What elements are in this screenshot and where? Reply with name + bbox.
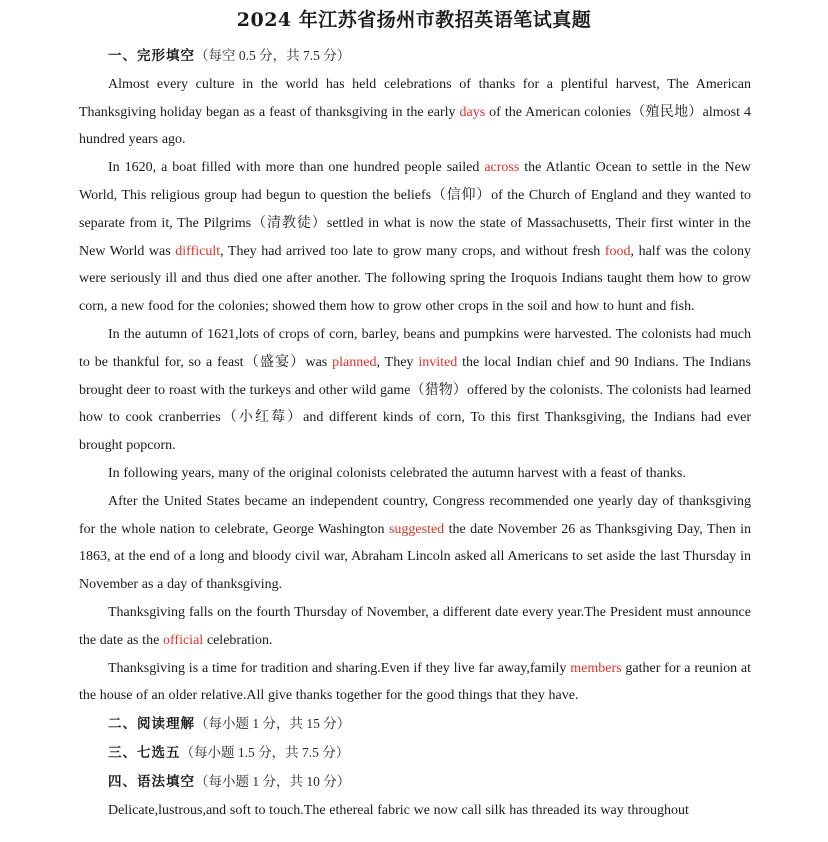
answer-highlight: planned <box>332 354 377 370</box>
section-seven-choose-five-heading <box>79 739 751 768</box>
answer-highlight: across <box>484 160 520 176</box>
section-title: 一、完形填空 <box>108 48 195 64</box>
section-cloze-heading <box>79 42 751 71</box>
paragraph-text: gather for a reunion at the house of an older relative.All give thanks together for the good things that they have. <box>79 660 752 704</box>
page-title: 2024 年江苏省扬州市教招英语笔试真题 <box>236 9 592 31</box>
paragraph-text: of the American colonies（殖民地）almost 4 hundred years ago. <box>79 104 751 148</box>
section-reading-heading <box>79 710 751 739</box>
paragraph-1 <box>79 71 751 154</box>
paragraph-text: , They had arrived too late to grow many crops, and without fresh <box>220 243 605 259</box>
paragraph-text: In 1620, a boat filled with more than one hundred people sailed <box>108 160 485 176</box>
paragraph-text: , half was the colony were seriously ill and thus died one after another. The following spring the Iroquois Indians taught them how to grow corn, a new food for the colonies; showed them how to grow other crops in the soil and how to hunt and fish. <box>79 243 751 315</box>
paragraph-text: , They <box>376 354 419 370</box>
paragraph-text: the date November 26 as Thanksgiving Day, Then in 1863, at the end of a long and bloody civil war, Abraham Lincoln asked all Americans to set aside the last Thursday in November as a day of thanksgiving. <box>79 521 751 593</box>
answer-highlight: members <box>570 660 622 676</box>
paragraph-5 <box>79 488 751 599</box>
answer-highlight: days <box>459 104 486 120</box>
answer-highlight: food <box>604 243 631 259</box>
answer-highlight: suggested <box>388 521 445 537</box>
section-title: 三、七选五 <box>108 744 181 761</box>
paragraph-text: Almost every culture in the world has held celebrations of thanks for a plentiful harvest, The American Thanksgiving holiday began as a feast of thanksgiving in the early <box>79 76 751 120</box>
paragraph-6 <box>79 599 751 655</box>
paragraph-text: the local Indian chief and 90 Indians. The Indians brought deer to roast with the turkeys and other wild game（猎物）offered by the colonists. The colonists had learned how to cook cranberries（小红莓）and different kinds of corn, To this first Thanksgiving, the Indians had ever brought popcorn. <box>79 354 751 454</box>
paragraph-text: celebration. <box>203 632 273 648</box>
paragraph-text: In the autumn of 1621,lots of crops of corn, barley, beans and pumpkins were harvested. The colonists had much to be thankful for, so a feast（盛宴）was <box>79 326 751 370</box>
section-score-note: （每小题 1 分，共 15 分） <box>195 716 351 732</box>
paragraph-text: Delicate,lustrous,and soft to touch.The ethereal fabric we now call silk has threaded its way throughout <box>108 802 689 818</box>
answer-highlight: invited <box>418 354 458 370</box>
paragraph-3 <box>79 321 751 460</box>
section-score-note: （每空 0.5 分，共 7.5 分） <box>195 48 351 63</box>
section-score-note: （每小题 1.5 分，共 7.5 分） <box>180 744 350 760</box>
answer-highlight: official <box>163 632 204 648</box>
answer-highlight: difficult <box>175 243 221 259</box>
paragraph-text: the Atlantic Ocean to settle in the New World, This religious group had begun to question the beliefs（信仰）of the Church of England and they wanted to separate from it, The Pilgrims（清教徒）settled in what is now the state of Massachusetts, Their first winter in the New World was <box>79 160 751 259</box>
paragraph-text: After the United States became an independent country, Congress recommended one yearly day of thanksgiving for the whole nation to celebrate, George Washington <box>79 493 751 537</box>
paragraph-text: Thanksgiving falls on the fourth Thursday of November, a different date every year.The President must announce the date as the <box>79 604 751 648</box>
section-grammar-fill-heading <box>79 768 751 797</box>
section-title: 二、阅读理解 <box>108 716 195 733</box>
paragraph-text: In following years, many of the original colonists celebrated the autumn harvest with a feast of thanks. <box>108 465 686 481</box>
paragraph-8 <box>79 797 751 825</box>
paragraph-2 <box>79 154 751 321</box>
document-body <box>79 42 751 824</box>
paragraph-text: Thanksgiving is a time for tradition and sharing.Even if they live far away,family <box>108 660 571 676</box>
paragraph-4 <box>79 460 751 488</box>
section-score-note: （每小题 1 分，共 10 分） <box>195 773 351 789</box>
section-title: 四、语法填空 <box>108 773 195 790</box>
paragraph-7 <box>79 655 751 711</box>
